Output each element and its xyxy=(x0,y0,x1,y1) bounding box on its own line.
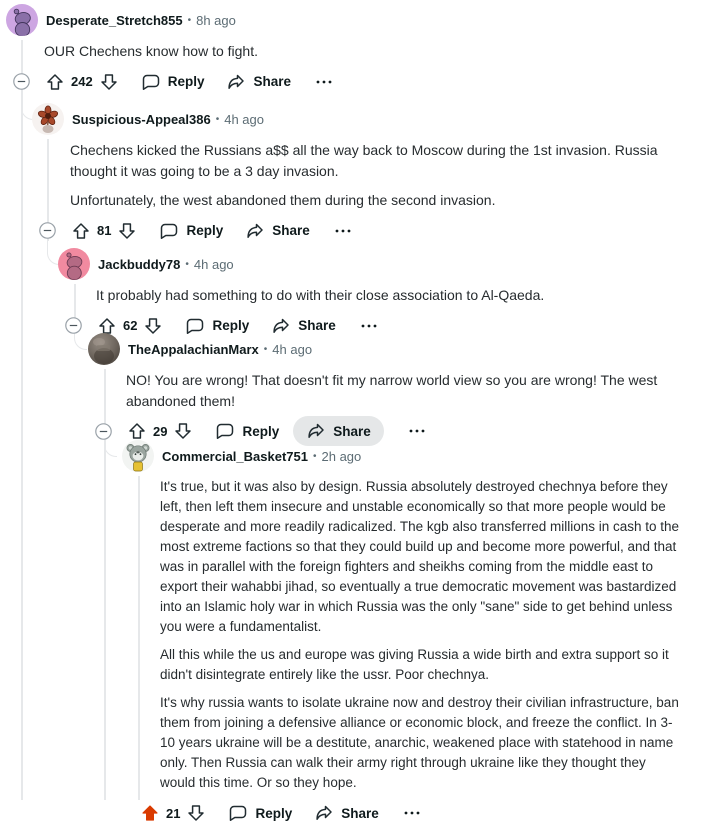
minus-circle-icon xyxy=(95,423,112,440)
reply-button[interactable]: Reply xyxy=(228,803,292,823)
comment-body xyxy=(70,140,695,211)
username[interactable]: TheAppalachianMarx xyxy=(128,341,259,357)
comment-actions xyxy=(122,801,695,825)
upvote-button[interactable] xyxy=(127,421,147,441)
user-avatar[interactable] xyxy=(32,103,64,135)
upvote-icon-filled xyxy=(140,803,160,823)
thread-line xyxy=(21,40,23,800)
meta-separator: • xyxy=(312,450,317,462)
downvote-icon xyxy=(186,803,206,823)
meta-separator: • xyxy=(215,113,220,125)
vote-count: 242 xyxy=(71,74,93,89)
user-avatar[interactable] xyxy=(58,248,90,280)
vote-count: 29 xyxy=(153,423,168,439)
overflow-dots-icon xyxy=(360,317,378,335)
comment-paragraph: Chechens kicked the Russians a$$ all the way back to Moscow during the 1st invasion. Russia thought it was going to be a 3 day invasion. xyxy=(70,142,658,179)
comment xyxy=(122,440,695,825)
collapse-thread-button[interactable] xyxy=(13,73,30,90)
minus-circle-icon xyxy=(65,317,82,334)
meta-separator: • xyxy=(185,258,189,270)
reply-bubble-icon xyxy=(159,221,179,241)
comment-paragraph: It's why russia wants to isolate ukraine now and destroy their civilian infrastructure, ban them from joining a defensive alliance or economic block, and freeze the conflict. In 3-10 years ukraine will be a destitute, anarchic, weakened place with statehood in name only. Then Russia can walk their army right through ukraine like they thought they would this time. Or so they hope. xyxy=(160,695,679,790)
reply-button[interactable]: Reply xyxy=(159,221,223,241)
vote-count: 62 xyxy=(123,318,138,333)
collapse-thread-button[interactable] xyxy=(95,423,112,440)
comment xyxy=(6,4,693,94)
reply-bubble-icon xyxy=(141,72,161,92)
comment-paragraph: NO! You are wrong! That doesn't fit my narrow world view so you are wrong! The west abandoned them! xyxy=(126,372,658,409)
share-arrow-icon xyxy=(314,803,334,823)
downvote-icon xyxy=(173,421,193,441)
user-avatar[interactable] xyxy=(88,333,120,365)
comment-actions xyxy=(6,70,693,94)
username[interactable]: Jackbuddy78 xyxy=(98,256,181,272)
vote-count: 81 xyxy=(97,223,112,238)
downvote-icon xyxy=(99,72,119,92)
timestamp: 2h ago xyxy=(321,448,362,464)
reply-button[interactable]: Reply xyxy=(215,421,279,441)
downvote-button[interactable] xyxy=(99,72,119,92)
comment-body xyxy=(126,370,695,411)
downvote-button[interactable] xyxy=(117,221,137,241)
meta-separator: • xyxy=(263,343,268,355)
username[interactable]: Commercial_Basket751 xyxy=(162,448,308,464)
comment-paragraph: OUR Chechens know how to fight. xyxy=(44,43,258,59)
overflow-dots-icon xyxy=(403,804,421,822)
overflow-dots-icon xyxy=(408,422,426,440)
more-options-button[interactable] xyxy=(403,804,421,822)
more-options-button[interactable] xyxy=(360,317,378,335)
vote-count: 21 xyxy=(166,805,181,821)
minus-circle-icon xyxy=(13,73,30,90)
share-arrow-icon xyxy=(245,221,265,241)
upvote-button[interactable] xyxy=(45,72,65,92)
overflow-dots-icon xyxy=(334,222,352,240)
share-button[interactable]: Share xyxy=(271,316,336,336)
upvote-icon xyxy=(45,72,65,92)
overflow-dots-icon xyxy=(315,73,333,91)
collapse-thread-button[interactable] xyxy=(65,317,82,334)
comment-actions xyxy=(32,219,695,243)
comment-paragraph: Unfortunately, the west abandoned them during the second invasion. xyxy=(70,192,496,208)
share-button[interactable]: Share xyxy=(314,803,379,823)
share-button[interactable]: Share xyxy=(226,72,291,92)
username[interactable]: Desperate_Stretch855 xyxy=(46,12,183,28)
comment-paragraph: It probably had something to do with their close association to Al-Qaeda. xyxy=(96,287,545,303)
comment xyxy=(58,248,695,338)
upvote-icon xyxy=(71,221,91,241)
upvote-button-active[interactable] xyxy=(140,803,160,823)
downvote-icon xyxy=(117,221,137,241)
comment xyxy=(88,333,695,443)
timestamp: 4h ago xyxy=(272,341,313,357)
timestamp: 4h ago xyxy=(224,111,264,127)
minus-circle-icon xyxy=(39,222,56,239)
more-options-button[interactable] xyxy=(334,222,352,240)
upvote-icon xyxy=(127,421,147,441)
timestamp: 8h ago xyxy=(196,12,236,28)
more-options-button[interactable] xyxy=(408,422,426,440)
comment xyxy=(32,103,695,243)
comment-paragraph: All this while the us and europe was giving Russia a wide birth and extra support so it didn't disintegrate entirely like the ussr. Poor chechnya. xyxy=(160,647,669,682)
reply-button[interactable]: Reply xyxy=(141,72,205,92)
comment-body xyxy=(44,41,693,62)
comment-body xyxy=(96,285,695,306)
share-button[interactable]: Share xyxy=(293,416,384,446)
downvote-button[interactable] xyxy=(186,803,206,823)
share-arrow-icon xyxy=(226,72,246,92)
share-button[interactable]: Share xyxy=(245,221,310,241)
comment-body xyxy=(160,477,680,793)
share-arrow-icon xyxy=(306,421,326,441)
username[interactable]: Suspicious-Appeal386 xyxy=(72,111,211,127)
comment-paragraph: It's true, but it was also by design. Russia absolutely destroyed chechnya before they left, then left them insecure and unstable economically so that more people would be desperate and more readily radicalized. The kgb also transferred millions in cash to the most extreme factions so that they could build up and become more powerful, and that was in parallel with the foreign fighters and sheikhs coming from the middle east to export their wahabbi jihad, so eventually a true democratic movement was bastardized into an Islamic holy war in which Russia was the only "sane" side to get behind unless you were a fundamentalist. xyxy=(160,479,680,634)
reply-button[interactable]: Reply xyxy=(185,316,249,336)
upvote-button[interactable] xyxy=(71,221,91,241)
more-options-button[interactable] xyxy=(315,73,333,91)
timestamp: 4h ago xyxy=(193,256,234,272)
user-avatar[interactable] xyxy=(6,4,38,36)
reply-bubble-icon xyxy=(215,421,235,441)
downvote-button[interactable] xyxy=(173,421,193,441)
user-avatar[interactable] xyxy=(122,440,154,472)
meta-separator: • xyxy=(187,14,192,26)
reply-bubble-icon xyxy=(228,803,248,823)
collapse-thread-button[interactable] xyxy=(39,222,56,239)
